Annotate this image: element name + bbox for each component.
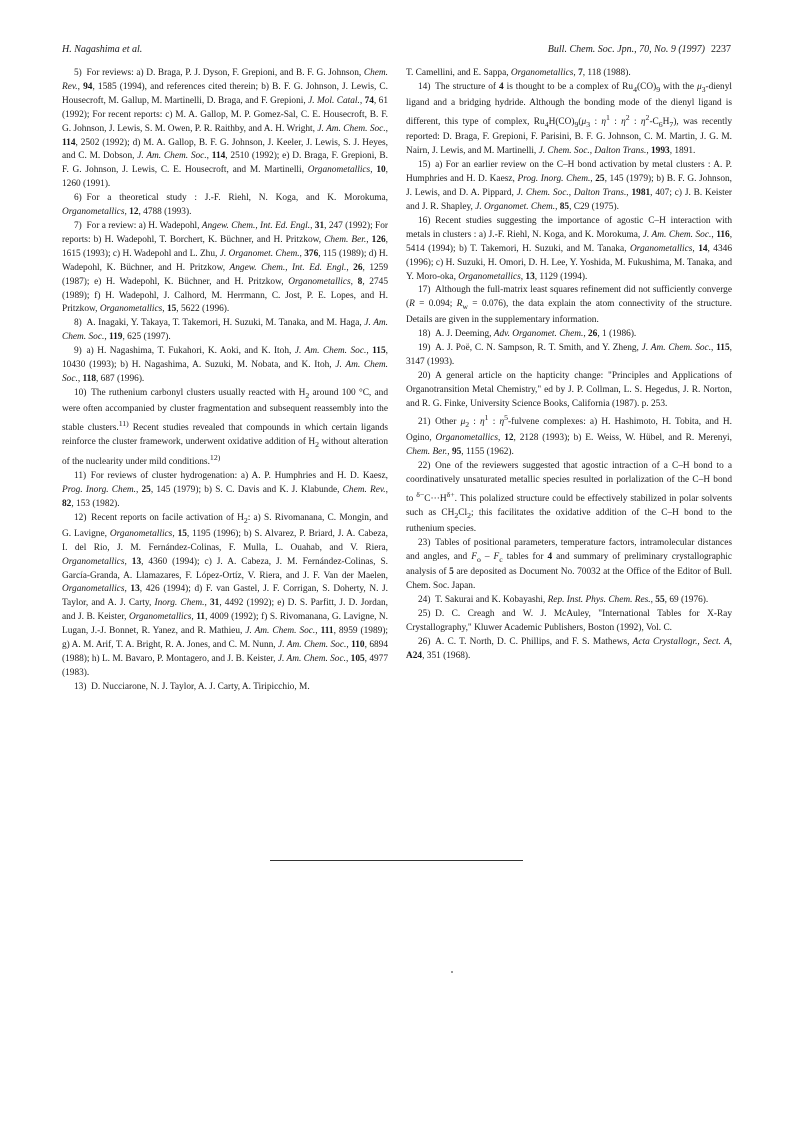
reference-number: 12) — [74, 513, 87, 524]
reference-entry: 11) For reviews of cluster hydrogenation: a) A. P. Humphries and H. D. Kaesz, Prog. Inorg. Chem., 25, 145 (1979); b) S. C. Davis and K. J. Klabunde, Chem. Rev., 82, 153 (1982). — [62, 471, 388, 510]
reference-entry: 20) A general article on the hapticity change: "Principles and Applications of Organotransition Metal Chemistry," ed by J. P. Collman, L. S. Hegedus, J. R. Norton, and R. G. Finke, University Science Books, California (1987). p. 253. — [406, 370, 732, 409]
reference-entry: 12) Recent reports on facile activation of $H_2$: a) S. Rivomanana, C. Mongin, and G. Lavigne, Organometallics, 15, 1195 (1996); b) S. Alvarez, P. Briard, J. A. Cabeza, I. del Rio, J. M. Fernández-Colinas, F. Mulla, L. Ouahab, and V. Riera, Organometallics, 13, 4360 (1994); c) J. A. Cabeza, J. M. Fernández-Colinas, S. García-Granda, A. Llamazares, F. López-Ortíz, V. Riera, and J. F. Van der Maelen, Organometallics, 13, 426 (1994); d) F. van Gastel, J. F. Corrigan, S. Doherty, N. J. Taylor, and A. J. Carty, Inorg. Chem., 31, 4492 (1992); e) D. S. Parfitt, J. D. Jordan, and J. B. Keister, Organometallics, 11, 4009 (1992); f) S. Rivomanana, G. Lavigne, N. Lugan, J.-J. Bonnet, R. Yanez, and R. Mathieu, J. Am. Chem. Soc., 111, 8959 (1989); g) A. M. Arif, T. A. Bright, R. A. Jones, and C. M. Nunn, J. Am. Chem. Soc., 110, 6894 (1988); h) L. M. Bavaro, P. Montagero, and J. B. Keister, J. Am. Chem. Soc., 105, 4977 (1983). — [62, 513, 389, 678]
header-authors: H. Nagashima et al. — [62, 44, 143, 55]
speck — [451, 971, 453, 973]
reference-number: 13) — [74, 681, 87, 692]
reference-number: 6) — [74, 193, 82, 204]
reference-entry: 6) For a theoretical study : J.-F. Riehl, N. Koga, and K. Morokuma, Organometallics, 12, 4788 (1993). — [62, 193, 388, 218]
page-number: 2237 — [711, 44, 731, 55]
reference-number: 24) — [418, 595, 431, 606]
reference-entry: 22) One of the reviewers suggested that agostic intraction of a C–H bond to a coordinatively unsaturated metallic species resulted in porlalization of the C–H bond to $^{\delta-}C\cdot\cdot\cdot H^{\delta+}$. This polalized structure could be effectively stabilized in polar solvents such as $CH_2Cl_2$; this facilitates the oxidative addition of the C–H bond to the ruthenium species. — [406, 461, 733, 534]
reference-entry: 9) a) H. Nagashima, T. Fukahori, K. Aoki, and K. Itoh, J. Am. Chem. Soc., 115, 10430 (1993); b) H. Nagashima, A. Suzuki, M. Nobata, and K. Itoh, J. Am. Chem. Soc., 118, 687 (1996). — [62, 346, 388, 384]
reference-entry: 21) Other $\mu_2$ : $\eta^1$ : $\eta^5$-fulvene complexes: a) H. Hashimoto, H. Tobita, and H. Ogino, Organometallics, 12, 2128 (1993); b) E. Weiss, W. Hübel, and R. Merenyi, Chem. Ber., 95, 1155 (1962). — [406, 413, 732, 458]
reference-entry: 16) Recent studies suggesting the importance of agostic C–H interaction with metals in clusters : a) J.-F. Riehl, N. Koga, and K. Morokuma, J. Am. Chem. Soc., 116, 5414 (1994); b) T. Takemori, H. Suzuki, and M. Tanaka, Organometallics, 14, 4346 (1996); c) H. Suzuki, H. Omori, D. H. Lee, Y. Yoshida, M. Fukushima, M. Tanaka, and Y. Moro-oka, Organometallics, 13, 1129 (1994). — [406, 215, 733, 282]
reference-number: 16) — [418, 215, 431, 226]
header-journal: Bull. Chem. Soc. Jpn., 70, No. 9 (1997) — [547, 44, 705, 55]
reference-entry: 14) The structure of 4 is thought to be a complex of $Ru_4(CO)_9$ with the $\mu_3$-dienyl ligand and a bridging hydride. Although the bonding mode of the dienyl ligand is different, this type of complex, $Ru_4H(CO)_9(\mu_3$ : $\eta^1$ : $\eta^2$ : $\eta^2-C_6H_7$), was recently reported: D. Braga, F. Grepioni, F. Parisini, B. F. G. Johnson, C. M. Martin, J. G. M. Nairn, J. Lewis, and M. Martinelli, J. Chem. Soc., Dalton Trans., 1993, 1891. — [406, 81, 733, 157]
reference-number: 10) — [74, 387, 87, 398]
reference-number: 17) — [418, 285, 431, 296]
reference-number: 21) — [418, 417, 431, 428]
reference-entry: 17) Although the full-matrix least squares refinement did not sufficiently converge (R = 0.094; $R_w = 0.076$), the data explain the atom connectivity of the structure. Details are given in the supplementary information. — [406, 285, 732, 326]
reference-entry: 8) A. Inagaki, Y. Takaya, T. Takemori, H. Suzuki, M. Tanaka, and M. Haga, J. Am. Chem. Soc., 119, 625 (1997). — [62, 318, 388, 343]
reference-entry: 13) D. Nucciarone, N. J. Taylor, A. J. Carty, A. Tiripicchio, M. — [74, 681, 310, 692]
reference-number: 11) — [74, 471, 87, 482]
left-column — [62, 67, 388, 695]
running-head — [62, 44, 731, 55]
reference-entry: 25) D. C. Creagh and W. J. McAuley, "International Tables for X-Ray Crystallography," Kluwer Academic Publishers, Boston (1992), Vol. C. — [406, 609, 732, 633]
reference-number: 25) — [418, 609, 431, 620]
reference-entry: 23) Tables of positional parameters, temperature factors, intramolecular distances and angles, and $F_o - F_c$ tables for 4 and summary of preliminary crystallographic analysis of 5 are deposited as Document No. 70032 at the Office of the Editor of Bull. Chem. Soc. Japan. — [406, 537, 733, 592]
right-column — [406, 67, 732, 695]
reference-number: 18) — [418, 329, 431, 339]
reference-number: 22) — [418, 461, 431, 472]
reference-number: 20) — [418, 370, 431, 381]
reference-number: 19) — [418, 342, 431, 353]
reference-entry: 18) A. J. Deeming, Adv. Organomet. Chem., 26, 1 (1986). — [418, 329, 637, 339]
header-journal-block — [548, 44, 731, 55]
reference-entry: T. Camellini, and E. Sappa, Organometallics, 7, 118 (1988). — [406, 68, 631, 78]
reference-entry: 24) T. Sakurai and K. Kobayashi, Rep. Inst. Phys. Chem. Res., 55, 69 (1976). — [418, 595, 709, 606]
reference-entry: 5) For reviews: a) D. Braga, P. J. Dyson, F. Grepioni, and B. F. G. Johnson, Chem. Rev., 94, 1585 (1994), and references cited therein; b) B. F. G. Johnson, J. Lewis, C. Housecroft, M. Gallup, M. Martinelli, D. Braga, and F. Grepioni, J. Mol. Catal., 74, 61 (1992); For recent reports: c) M. A. Gallop, M. P. Gomez-Sal, C. E. Housecroft, B. F. G. Johnson, J. Lewis, S. M. Owen, P. R. Raithby, and A. H. Wright, J. Am. Chem. Soc., 114, 2502 (1992); d) M. A. Gallop, B. F. G. Johnson, J. Keeler, J. Lewis, S. J. Heyes, and C. M. Dobson, J. Am. Chem. Soc., 114, 2510 (1992); e) D. Braga, F. Grepioni, B. F. G. Johnson, J. Lewis, C. E. Housecroft, and M. Martinelli, Organometallics, 10, 1260 (1991). — [62, 68, 389, 190]
reference-entry: 10) The ruthenium carbonyl clusters usually reacted with $H_2$ around 100 °C, and were often accompanied by cluster fragmentation and subsequent reassembly into the stable clusters.$^{11)}$ Recent studies revealed that compounds in which certain ligands reinforce the cluster framework, underwent oxidative addition of $H_2$ without alteration of the nuclearity under mild conditions.$^{12)}$ — [62, 387, 388, 468]
reference-number: 8) — [74, 318, 82, 329]
reference-entry: 19) A. J. Poë, C. N. Sampson, R. T. Smith, and Y. Zheng, J. Am. Chem. Soc., 115, 3147 (1993). — [406, 342, 732, 367]
reference-number: 26) — [418, 636, 431, 647]
reference-columns — [62, 67, 732, 695]
reference-number: 9) — [74, 346, 82, 357]
reference-number: 23) — [418, 537, 431, 548]
reference-number: 5) — [74, 68, 82, 78]
reference-number: 7) — [74, 220, 82, 231]
reference-entry: 15) a) For an earlier review on the C–H bond activation by metal clusters : A. P. Humphries and H. D. Kaesz, Prog. Inorg. Chem., 25, 145 (1979); b) B. F. G. Johnson, J. Lewis, and D. A. Pippard, J. Chem. Soc., Dalton Trans., 1981, 407; c) J. B. Keister and J. R. Shapley, J. Organomet. Chem., 85, C29 (1975). — [406, 160, 732, 212]
reference-number: 14) — [418, 81, 431, 92]
reference-entry: 26) A. C. T. North, D. C. Phillips, and F. S. Mathews, Acta Crystallogr., Sect. A, A24, 351 (1968). — [406, 636, 733, 661]
reference-entry: 7) For a review: a) H. Wadepohl, Angew. Chem., Int. Ed. Engl., 31, 247 (1992); For reports: b) H. Wadepohl, T. Borchert, K. Büchner, and H. Pritzkow, Chem. Ber., 126, 1615 (1993); c) H. Wadepohl and L. Zhu, J. Organomet. Chem., 376, 115 (1989); d) H. Wadepohl, K. Büchner, and H. Pritzkow, Angew. Chem., Int. Ed. Engl., 26, 1259 (1987); e) H. Wadepohl, K. Büchner, and H. Pritzkow, Organometallics, 8, 2745 (1989); f) H. Wadepohl, J. Calhord, M. Herrmann, C. Jost, P. E. Lopes, and H. Pritzkow, Organometallics, 15, 5622 (1996). — [62, 220, 389, 315]
end-rule — [270, 860, 523, 861]
reference-number: 15) — [418, 160, 431, 171]
